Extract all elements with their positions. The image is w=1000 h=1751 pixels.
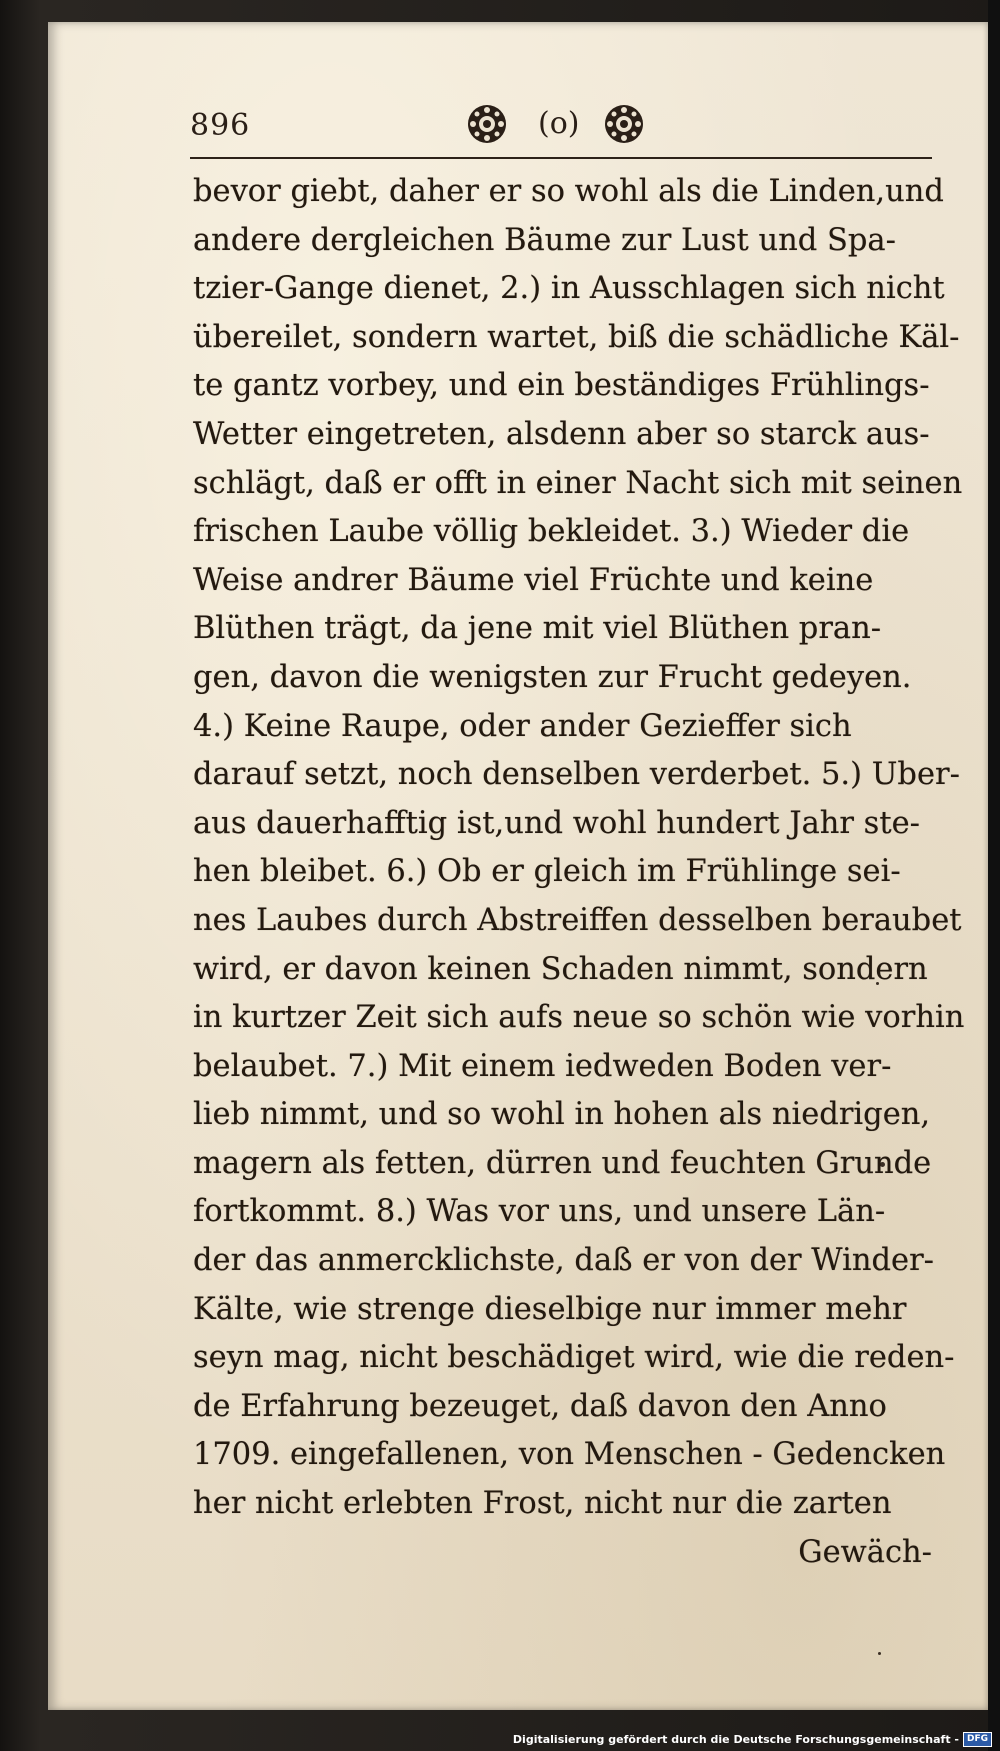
text-line: 1709. eingefallenen, von Menschen - Gedencken [193,1437,946,1473]
text-line: Blüthen trägt, da jene mit viel Blüthen pran- [193,611,882,647]
text-line: andere dergleichen Bäume zur Lust und Spa- [193,222,896,258]
digitization-credit [513,1729,992,1749]
flower-rosette-icon [602,102,646,146]
text-line: frischen Laube völlig bekleidet. 3.) Wieder die [193,514,910,550]
text-line: nes Laubes durch Abstreiffen desselben beraubet [193,902,962,938]
credit-text: Digitalisierung gefördert durch die Deutsche Forschungsgemeinschaft - [512,1732,959,1746]
body-text [193,168,965,1577]
flower-rosette-icon [465,102,509,146]
text-line: aus dauerhafftig ist,und wohl hundert Jahr ste- [193,805,920,841]
text-line: übereilet, sondern wartet, biß die schädliche Käl- [193,319,960,355]
text-line: schlägt, daß er offt in einer Nacht sich mit seinen [193,465,963,501]
text-line: wird, er davon keinen Schaden nimmt, sondern [193,951,928,987]
text-line: bevor giebt, daher er so wohl als die Linden,und [193,174,944,209]
text-line: der das anmercklichste, daß er von der Winder- [193,1243,934,1279]
text-line: hen bleibet. 6.) Ob er gleich im Frühlinge sei- [193,854,901,890]
page-edge-shadow [988,0,1000,1751]
page-header [190,98,935,154]
text-line: lieb nimmt, und so wohl in hohen als niedrigen, [193,1097,931,1133]
text-line: her nicht erlebten Frost, nicht nur die zarten [193,1486,892,1522]
ink-speck [878,1652,881,1655]
text-line: belaubet. 7.) Mit einem iedweden Boden ver- [193,1048,892,1084]
text-line: 4.) Keine Raupe, oder ander Gezieffer sich [193,708,852,744]
text-line: Kälte, wie strenge dieselbige nur immer mehr [193,1291,907,1327]
page-number: 896 [190,108,251,143]
dfg-logo: DFG [963,1732,992,1747]
signature-mark: (o) [538,106,580,141]
text-line: darauf setzt, noch denselben verderbet. 5.) Uber- [193,757,960,793]
header-rule [190,157,932,159]
text-line: magern als fetten, dürren und feuchten Grunde [193,1145,932,1181]
text-line: seyn mag, nicht beschädiget wird, wie die reden- [193,1340,955,1376]
text-line: fortkommt. 8.) Was vor uns, und unsere Län- [193,1194,886,1230]
text-line: tzier-Gange dienet, 2.) in Ausschlagen sich nicht [193,271,945,307]
text-line: Wetter eingetreten, alsdenn aber so starck aus- [193,416,930,452]
text-line: in kurtzer Zeit sich aufs neue so schön wie vorhin [193,1000,965,1036]
text-line: te gantz vorbey, und ein beständiges Frühlings- [193,368,930,404]
catchword: Gewäch- [798,1534,932,1570]
text-line: de Erfahrung bezeuget, daß davon den Anno [193,1388,887,1424]
text-line: gen, davon die wenigsten zur Frucht gedeyen. [193,659,912,695]
text-line: Weise andrer Bäume viel Früchte und keine [193,562,874,598]
